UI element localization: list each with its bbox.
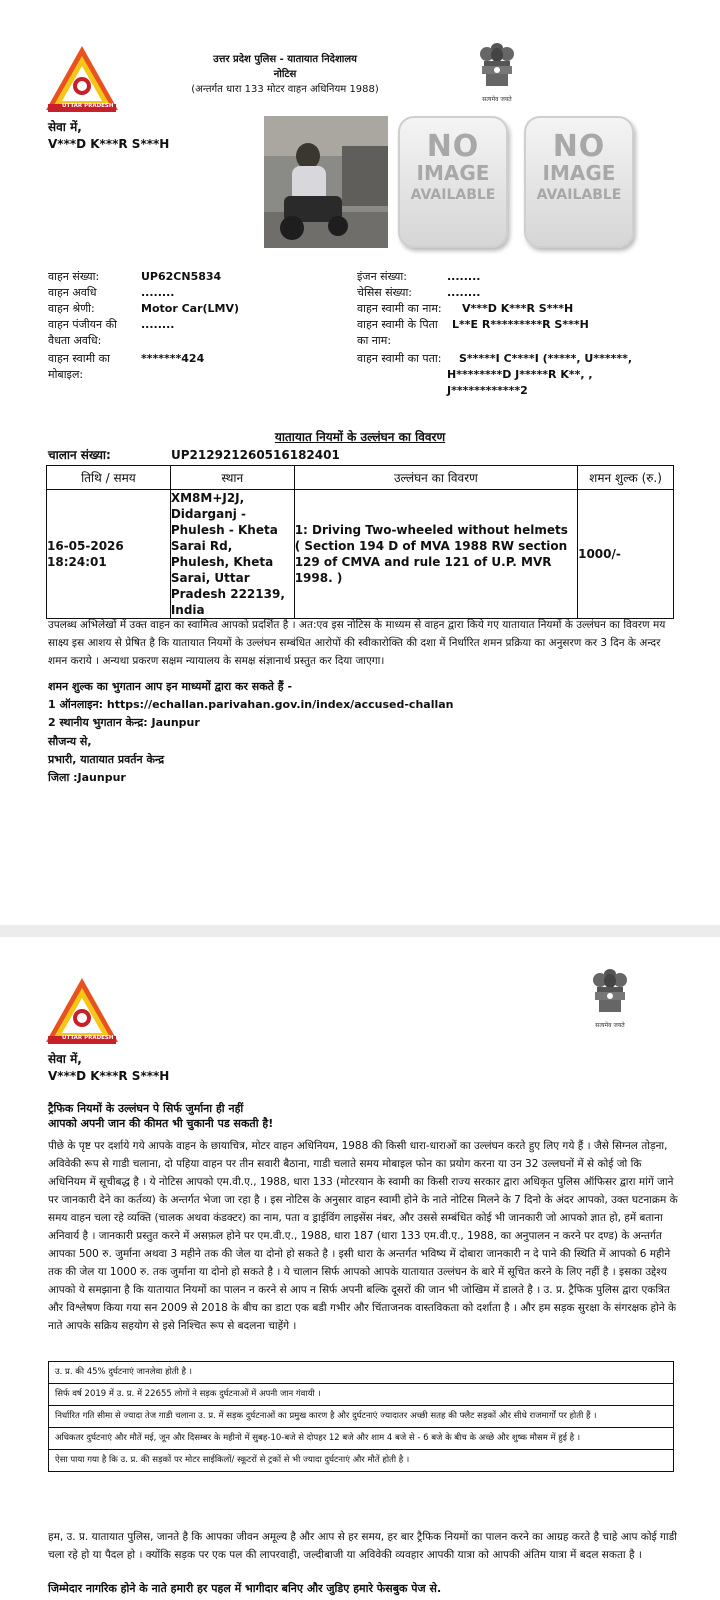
warning-title-line-2: आपको अपनी जान की कीमत भी चुकानी पड सकती है!	[48, 1117, 274, 1130]
traffic-directorate-logo-2	[44, 976, 120, 1046]
vehicle-category-label: वाहन श्रेणी:	[48, 302, 95, 315]
violation-table	[46, 465, 674, 619]
challan-number-label: चालान संख्या:	[48, 448, 111, 462]
father-name-label-1: वाहन स्वामी के पिता	[357, 318, 438, 331]
notice-paragraph: उपलब्ध अभिलेखों में उक्त वाहन का स्वामित्व आपको प्रदर्शित है । अत:एव इस नोटिस के माध्यम से वाहन द्वारा किये गए यातायात नियमों के उल्लंघन का विवरण मय साक्ष्य इस आशय से प्रेषित है कि यातायात नियमों के उल्लंघन सम्बंधित आरोपों की स्वीकारोक्ति की दशा में निर्धारित शमन प्रक्रिया का अनुसरण कर 3 दिन के अन्दर शमन कराये । अन्यथा प्रकरण सक्षम न्यायालय के समक्ष संज्ञानार्थ प्रस्तुत कर दिया जाएगा।	[48, 619, 666, 667]
challan-number-row	[48, 446, 340, 463]
emblem-motto-2: सत्यमेव जयते	[595, 1022, 625, 1029]
recipient-block-2	[48, 1051, 169, 1085]
logo-text-bottom-2: UTTAR PRADESH	[62, 1035, 114, 1041]
violation-place: XM8M+J2J, Didarganj - Phulesh - Kheta Sarai Rd, Phulesh, Kheta Sarai, Uttar Pradesh 222139, India	[170, 490, 294, 619]
no-image-text-2b: IMAGE	[542, 161, 616, 185]
col-place: स्थान	[170, 466, 294, 490]
violation-fine: 1000/-	[578, 490, 674, 619]
col-description: उल्लंघन का विवरण	[294, 466, 577, 490]
emblem-motto: सत्यमेव जयते	[482, 96, 512, 103]
engine-label: इंजन संख्या:	[357, 270, 407, 283]
violation-description: 1: Driving Two-wheeled without helmets ( Section 194 D of MVA 1988 RW section 129 of CMVA and rule 121 of U.P. MVR 1998. )	[294, 490, 577, 619]
no-image-placeholder-1	[398, 116, 508, 248]
payment-local: 2 स्थानीय भुगतान केन्द्र: Jaunpur	[48, 716, 200, 729]
vehicle-info-right	[357, 269, 687, 399]
explanation-paragraph: पीछे के पृष्ट पर दर्शाये गये आपके वाहन के छायाचित्र, मोटर वाहन अधिनियम, 1988 की किसी धारा-धाराओं का उल्लंघन करते हुए लिए गये हैं । जैसे सिग्नल तोड़ना, अविवेकी रूप से गाडी चलाना, दो पहिया वाहन पर तीन सवारी बैठाना, गाडी चलाते समय मोबाइल फोन का प्रयोग करना या उन 32 उल्लघनों में से कोई जो कि अधिनियम में सूचीबद्ध है । ये नोटिस आपको एम.वी.ए., 1988, धारा 133 (मोटरयान के स्वामी का किसी राज्य सरकार द्वारा अधिकृत पुलिस ऑफिसर द्वारा मांगें जाने पर जानकारी देने का कर्तव्य) के अन्तर्गत भेजा जा रहा है । इस नोटिस के अनुसार वाहन स्वामी होने के नाते नोटिस मिलने के 7 दिनो के अंदर आपको, उक्त घटनाक्रम के समय वाहन चला रहे व्यक्ति (चालक अथवा कंडक्टर) का नाम, पता व ड्राईविंग लाइसेंस नंबर, और उससे सम्बंधित कोई भी जानकारी जो आपको ज्ञात हो, हमें बताना अनिवार्य है । जानकारी प्रस्तुत करने में असफ़ल होने पर एम.वी.ए., 1988, धारा 187 (धारा 133 एम.वी.ए., 1988, का अनुपालन न करने पर दण्ड) के अन्तर्गत आपका 500 रु. जुर्माना अथवा 3 महीने तक की जेल या दोनो हो सकते है । इसी धारा के अन्तर्गत भविष्य में दोबारा जानकारी न दे पाने की स्थिति में आपको 6 महीने तक की जेल या 1000 रु. तक जुर्माना या दोनो हो सकते है । ये चालान सिर्फ आपको आपके यातायात उल्लंघन के बारे में सूचित करने के लिए नहीं है । इसका उद्देश्य आपको ये समझाना है कि यातायात नियमों का पालन न करने से आप न सिर्फ अपनी बल्कि दूसरों की जान भी जोखिम में डालते है । उ. प्र. ट्रैफिक पुलिस द्वारा एकत्रित और विश्लेषण किया गया सन 2009 से 2018 के बीच का डाटा एक बडी गभीर और चिंताजनक वास्तविकता को दर्शाता है । और हम सड़क सुरक्षा के संगरक्षक होने के नाते आपके सक्रिय सहयोग से इसे निश्चित रूप से बदलना चाहेंगे ।	[48, 1140, 678, 1332]
violation-datetime-cell	[47, 490, 171, 619]
engine-number: ........	[447, 270, 481, 283]
payment-online[interactable]: 1 ऑनलाइन: https://echallan.parivahan.gov.in/index/accused-challan	[48, 698, 454, 711]
address-line-3: J************2	[447, 384, 528, 397]
logo-text-bottom: UTTAR PRADESH	[62, 103, 114, 109]
fact-item: उ. प्र. की 45% दुर्घटनाएं जानलेवा होती है ।	[49, 1362, 673, 1384]
chassis-label: चेसिस संख्या:	[357, 286, 413, 299]
signoff-block	[48, 733, 688, 787]
owner-mobile-label-2: मोबाइल:	[48, 368, 84, 381]
no-image-placeholder-2	[524, 116, 634, 248]
header-line-1: उत्तर प्रदेश पुलिस - यातायात निदेशालय	[213, 54, 357, 65]
col-fine: शमन शुल्क (रु.)	[578, 466, 674, 490]
vehicle-info-left	[48, 269, 348, 399]
violation-section-title: यातायात नियमों के उल्लंघन का विवरण	[274, 430, 446, 444]
address-label: वाहन स्वामी का पता:	[357, 352, 442, 365]
vehicle-period-label: वाहन अवधि	[48, 286, 97, 299]
table-row	[47, 490, 674, 619]
fact-item: सिर्फ वर्ष 2019 में उ. प्र. में 22655 लोगों ने सड़क दुर्घटनाओं में अपनी जान गंवायी ।	[49, 1384, 673, 1406]
owner-mobile: *******424	[141, 352, 205, 365]
facebook-cta[interactable]: जिम्मेदार नागरिक होने के नाते हमारी हर पहल में भागीदार बनिए और जुडिए हमारे फेसबुक पेज से.	[48, 1582, 442, 1595]
recipient-label: सेवा में,	[48, 120, 82, 134]
header-line-2: नोटिस	[273, 69, 297, 80]
warning-title	[48, 1101, 273, 1131]
violation-time: 18:24:01	[47, 555, 107, 569]
fact-item: ऐसा पाया गया है कि उ. प्र. की सड़कों पर मोटर साईकिलों/ स्कूटरों से ट्रकों से भी ज्यादा दुर्घटनाएं और मौतें होती है ।	[55, 1455, 410, 1465]
address-line-1: S*****I C****I (*****, U******,	[459, 352, 633, 365]
no-image-text-2: IMAGE	[416, 161, 490, 185]
national-emblem-icon	[469, 42, 525, 112]
national-emblem-icon-2	[582, 968, 638, 1038]
chassis-number: ........	[447, 286, 481, 299]
recipient-name: V***D K***R S***H	[48, 137, 170, 151]
challan-number: UP212921260516182401	[171, 448, 340, 462]
traffic-directorate-logo	[44, 44, 120, 114]
notice-header	[160, 52, 410, 97]
payment-block	[48, 678, 688, 732]
violation-date: 16-05-2026	[47, 539, 124, 553]
owner-name: V***D K***R S***H	[462, 302, 574, 315]
vehicle-reg-label-2: वैधता अवधि:	[48, 334, 102, 347]
recipient-block	[48, 119, 169, 153]
vehicle-period: ........	[141, 286, 175, 299]
no-image-text-3b: AVAILABLE	[536, 187, 622, 203]
no-image-text-3: AVAILABLE	[410, 187, 496, 203]
no-image-text-1b: NO	[552, 129, 606, 164]
vehicle-number-label: वाहन संख्या:	[48, 270, 100, 283]
recipient-name-2: V***D K***R S***H	[48, 1069, 170, 1083]
payment-title: शमन शुल्क का भुगतान आप इन माध्यमों द्वारा कर सकते हैं -	[48, 680, 293, 693]
signoff-line-2: प्रभारी, यातायात प्रवर्तन केन्द्र	[48, 753, 165, 766]
violation-photo[interactable]	[264, 116, 388, 248]
fact-item: अधिकतर दुर्घटनाएं और मौतें मई, जून और दिसम्बर के महीनो में सुबह-10-बजे से दोपहर 12 बजे और शाम 4 बजे से - 6 बजे के बीच के अच्छे और शुष्क मौसम में हुई है ।	[49, 1428, 673, 1450]
owner-name-label: वाहन स्वामी का नाम:	[357, 302, 442, 315]
page-separator	[0, 925, 720, 937]
fact-item: निर्धारित गति सीमा से ज्यादा तेज गाडी चलाना उ. प्र. में सड़क दुर्घटनाओं का प्रमुख कारण है और दुर्घटनाएं ज्यादातर अच्छी सतह की फ्लैट सड़कों और सीधे राजमार्गों पर होती हैं ।	[49, 1406, 673, 1428]
vehicle-reg-label-1: वाहन पंजीयन की	[48, 318, 117, 331]
vehicle-reg: ........	[141, 318, 175, 331]
father-name: L**E R*********R S***H	[452, 318, 589, 331]
vehicle-number: UP62CN5834	[141, 270, 222, 283]
no-image-text-1: NO	[426, 129, 480, 164]
warning-title-line-1: ट्रैफिक नियमों के उल्लंघन पे सिर्फ जुर्माना ही नहीं	[48, 1102, 244, 1115]
closing-paragraph: हम, उ. प्र. यातायात पुलिस, जानते है कि आपका जीवन अमूल्य है और आप से हर समय, हर बार ट्रैफिक नियमों का पालन करने का आग्रह करते है चाहे आप कोई गाडी चला रहे हो या पैदल हो । क्योंकि सड़क पर एक पल की लापरवाही, जल्दीबाजी या अविवेकी व्यवहार आपकी यात्रा को आपकी अंतिम यात्रा में बदल सकता है ।	[48, 1531, 677, 1561]
signoff-line-1: सौजन्य से,	[48, 735, 92, 748]
recipient-label-2: सेवा में,	[48, 1052, 82, 1066]
father-name-label-2: का नाम:	[357, 334, 392, 347]
facts-box	[48, 1361, 674, 1472]
vehicle-category: Motor Car(LMV)	[141, 302, 240, 315]
col-date-time: तिथि / समय	[47, 466, 171, 490]
signoff-line-3: जिला :Jaunpur	[48, 771, 126, 784]
header-line-3: (अन्तर्गत धारा 133 मोटर वाहन अधिनियम 1988)	[191, 84, 379, 95]
owner-mobile-label-1: वाहन स्वामी का	[48, 352, 110, 365]
address-line-2: H********D J*****R K**, ,	[447, 368, 593, 381]
